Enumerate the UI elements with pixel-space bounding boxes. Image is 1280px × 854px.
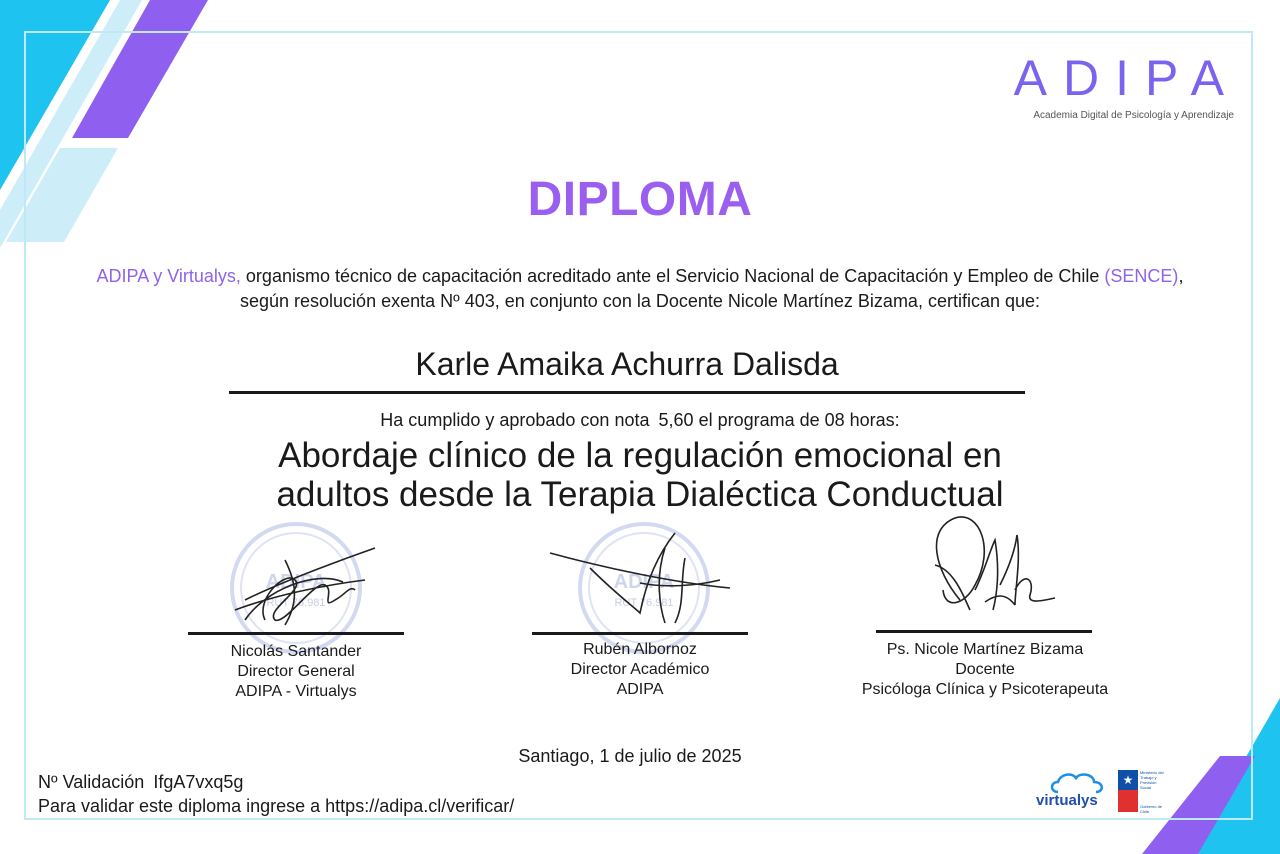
adipa-logo-tagline: Academia Digital de Psicología y Aprendizaje: [1033, 110, 1234, 121]
signatory-2-org: ADIPA: [616, 681, 664, 698]
seal-1-rut: RUT 76.981: [266, 597, 326, 609]
signatory-1-name: Nicolás Santander: [230, 643, 362, 660]
signatory-2: [532, 640, 748, 700]
place-and-date: [500, 746, 760, 767]
sence-acronym: (SENCE): [1104, 266, 1179, 286]
signature-line-1: [188, 632, 404, 635]
diploma-title: DIPLOMA: [527, 173, 753, 226]
course-title-line-2: adultos desde la Terapia Dialéctica Conductual: [276, 475, 1004, 514]
ministry-footer: Gobierno de Chile: [1140, 804, 1163, 814]
signatory-3: [845, 640, 1125, 700]
issue-date: 1 de julio de 2025: [599, 746, 742, 766]
signatory-2-name: Rubén Albornoz: [583, 641, 697, 658]
seal-2-rut: RUT 76.981: [614, 597, 674, 609]
ministry-line-2: Trabajo y: [1140, 775, 1157, 780]
signature-director-general: [225, 540, 385, 630]
ministry-line-3: Previsión: [1140, 780, 1157, 785]
signature-line-2: [532, 632, 748, 635]
virtualys-logo-text: virtualys: [1036, 792, 1098, 809]
recipient-name: Karle Amaika Achurra Dalisda: [415, 346, 839, 382]
star-icon: ★: [1122, 773, 1134, 787]
seal-2-name: ADIPA: [613, 571, 675, 593]
signatory-1-role: Director General: [237, 663, 355, 680]
course-title: [200, 436, 1080, 514]
place-city: Santiago,: [518, 746, 595, 766]
signature-director-academico: [545, 528, 745, 628]
intro-text-2: , según resolución exenta Nº 403, en conjunto con la Docente Nicole Martínez Bizama, certifican que:: [239, 266, 1184, 311]
signature-docente: [915, 510, 1065, 625]
signatory-1: [188, 642, 404, 702]
signatory-3-name: Ps. Nicole Martínez Bizama: [886, 641, 1084, 658]
seal-1-name: ADIPA: [265, 571, 327, 593]
recipient-underline: [229, 391, 1025, 394]
signatory-2-role: Director Académico: [570, 661, 710, 678]
validation-url[interactable]: https://adipa.cl/verificar/: [325, 796, 515, 816]
adipa-logo-text: ADIPA: [1013, 50, 1240, 106]
ministry-line-1: Ministerio del: [1140, 770, 1164, 775]
course-title-line-1: Abordaje clínico de la regulación emocional en: [278, 436, 1002, 475]
signatory-3-org: Psicóloga Clínica y Psicoterapeuta: [861, 681, 1109, 698]
intro-text-1: organismo técnico de capacitación acreditado ante el Servicio Nacional de Capacitación y Empleo de Chile: [240, 266, 1105, 286]
grade-statement: [0, 410, 1280, 431]
validation-info: [38, 770, 514, 818]
signature-line-3: [876, 630, 1092, 633]
org-names: ADIPA y Virtualys,: [96, 266, 241, 286]
ministry-line-4: Social: [1140, 785, 1151, 790]
certification-statement: [90, 264, 1190, 314]
virtualys-logo: [1030, 770, 1120, 814]
ministry-logo: [1118, 770, 1166, 814]
validation-instruction: Para validar este diploma ingrese a: [38, 796, 321, 816]
validation-label: Nº Validación: [38, 772, 145, 792]
signatory-1-org: ADIPA - Virtualys: [235, 683, 357, 700]
grade-suffix: el programa de 08 horas:: [698, 410, 900, 430]
signatory-3-role: Docente: [955, 661, 1015, 678]
grade-prefix: Ha cumplido y aprobado con nota: [380, 410, 650, 430]
adipa-logo: [1000, 52, 1240, 124]
validation-code: IfgA7vxq5g: [153, 772, 244, 792]
grade-value: 5,60: [658, 410, 694, 430]
